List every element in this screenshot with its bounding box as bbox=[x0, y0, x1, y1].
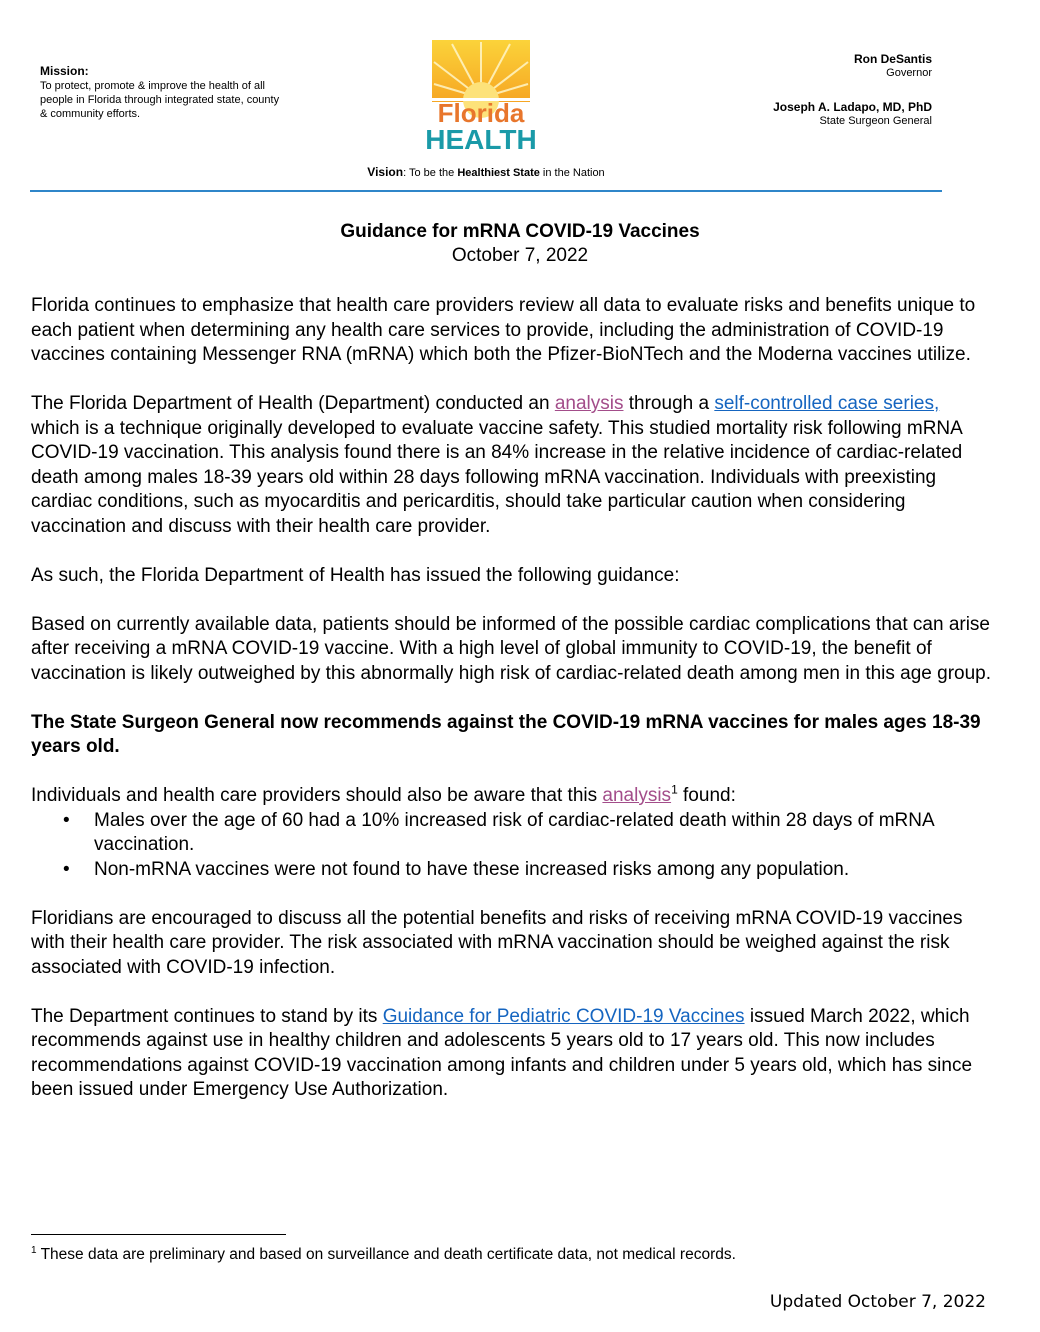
paragraph-8 bbox=[31, 1005, 993, 1103]
officials-block bbox=[773, 52, 932, 128]
mission-label: Mission bbox=[40, 64, 85, 78]
surgeon-general-name: Joseph A. Ladapo, MD, PhD bbox=[773, 100, 932, 114]
document-body bbox=[31, 294, 993, 1127]
pediatric-guidance-link[interactable]: Guidance for Pediatric COVID-19 Vaccines bbox=[382, 1005, 745, 1027]
paragraph-3: As such, the Florida Department of Health has issued the following guidance: bbox=[31, 564, 680, 586]
logo-text-health: HEALTH bbox=[425, 124, 537, 155]
paragraph-1: Florida continues to emphasize that health care providers review all data to evaluate risks and benefits unique to each patient when determining any health care services to provide, including the administration of COVID-19 vaccines containing Messenger RNA (mRNA) which both the Pfizer-BioNTech and the Moderna vaccines utilize. bbox=[31, 295, 976, 365]
paragraph-8-text-b: issued March 2022, which recommends against use in healthy children and adolescents 5 years old to 17 years old. This now includes recommendations against COVID-19 vaccination among infants and children under 5 years old, which has since been issued under Emergency Use Authorization. bbox=[31, 1005, 973, 1100]
vision-text-bold: Healthiest State bbox=[457, 167, 540, 179]
footnote-reference: 1 bbox=[671, 782, 678, 797]
vision-text-post: in the Nation bbox=[539, 167, 605, 179]
list-item: • Non-mRNA vaccines were not found to have these increased risks among any population. bbox=[94, 858, 993, 883]
analysis-link-2[interactable]: analysis bbox=[602, 785, 672, 806]
document-date: October 7, 2022 bbox=[451, 245, 589, 266]
header-divider bbox=[30, 190, 942, 192]
recommendation-text: The State Surgeon General now recommends against the COVID-19 mRNA vaccines for males ages 18-39 years old. bbox=[31, 711, 981, 757]
findings-list bbox=[31, 809, 993, 883]
paragraph-6-text-a: Individuals and health care providers should also be aware that this bbox=[31, 785, 603, 806]
paragraph-6 bbox=[31, 784, 993, 809]
paragraph-2-text-a: The Florida Department of Health (Department) conducted an bbox=[31, 393, 555, 414]
analysis-link[interactable]: analysis bbox=[554, 393, 624, 414]
recommendation-paragraph bbox=[31, 711, 993, 760]
paragraph-7: Floridians are encouraged to discuss all the potential benefits and risks of receiving mRNA COVID-19 vaccines with their health care provider. The risk associated with mRNA vaccination should be weighed against the risk associated with COVID-19 infection. bbox=[31, 907, 963, 978]
paragraph-2 bbox=[31, 392, 993, 539]
updated-date: Updated October 7, 2022 bbox=[769, 1292, 986, 1312]
florida-health-logo bbox=[425, 40, 537, 155]
vision-label: Vision bbox=[367, 165, 404, 179]
paragraph-8-text-a: The Department continues to stand by its bbox=[31, 1005, 383, 1027]
footnote-divider bbox=[31, 1234, 286, 1235]
list-item: • Males over the age of 60 had a 10% increased risk of cardiac-related death within 28 days of mRNA vaccination. bbox=[94, 809, 993, 858]
vision-text-pre: : To be the bbox=[403, 167, 458, 179]
paragraph-2-text-b: through a bbox=[623, 393, 715, 414]
mission-text: To protect, promote & improve the health of all people in Florida through integrated state, county & community efforts. bbox=[40, 80, 280, 120]
footnote-number: 1 bbox=[31, 1244, 37, 1256]
document-title-block bbox=[0, 220, 1040, 268]
paragraph-4: Based on currently available data, patients should be informed of the possible cardiac complications that can arise after receiving a mRNA COVID-19 vaccine. With a high level of global immunity to COVID-19, the benefit of vaccination is likely outweighed by this abnormally high risk of cardiac-related death among men in this age group. bbox=[31, 613, 992, 684]
mission-statement: Mission: To protect, promote & improve the health of all people in Florida through integrated state, county & community efforts. bbox=[40, 64, 280, 120]
footnote bbox=[31, 1246, 736, 1264]
logo-text-florida: Florida bbox=[437, 98, 525, 128]
governor-name: Ron DeSantis bbox=[853, 52, 932, 66]
self-controlled-case-series-link[interactable]: self-controlled case series, bbox=[714, 393, 940, 414]
footnote-text: These data are preliminary and based on surveillance and death certificate data, not medical records. bbox=[36, 1246, 736, 1263]
surgeon-general-title: State Surgeon General bbox=[819, 115, 932, 127]
document-title: Guidance for mRNA COVID-19 Vaccines bbox=[340, 221, 700, 242]
paragraph-2-text-c: which is a technique originally developed to evaluate vaccine safety. This studied mortality risk following mRNA COVID-19 vaccination. This analysis found there is an 84% increase in the relative incidence of cardiac-related death among males 18-39 years old within 28 days following mRNA vaccination. Individuals with preexisting cardiac conditions, such as myocarditis and pericarditis, should take particular caution when considering vaccination and discuss with their health care provider. bbox=[31, 417, 963, 537]
governor-title: Governor bbox=[886, 67, 932, 79]
vision-statement bbox=[0, 165, 972, 179]
paragraph-6-text-b: found: bbox=[677, 785, 736, 806]
